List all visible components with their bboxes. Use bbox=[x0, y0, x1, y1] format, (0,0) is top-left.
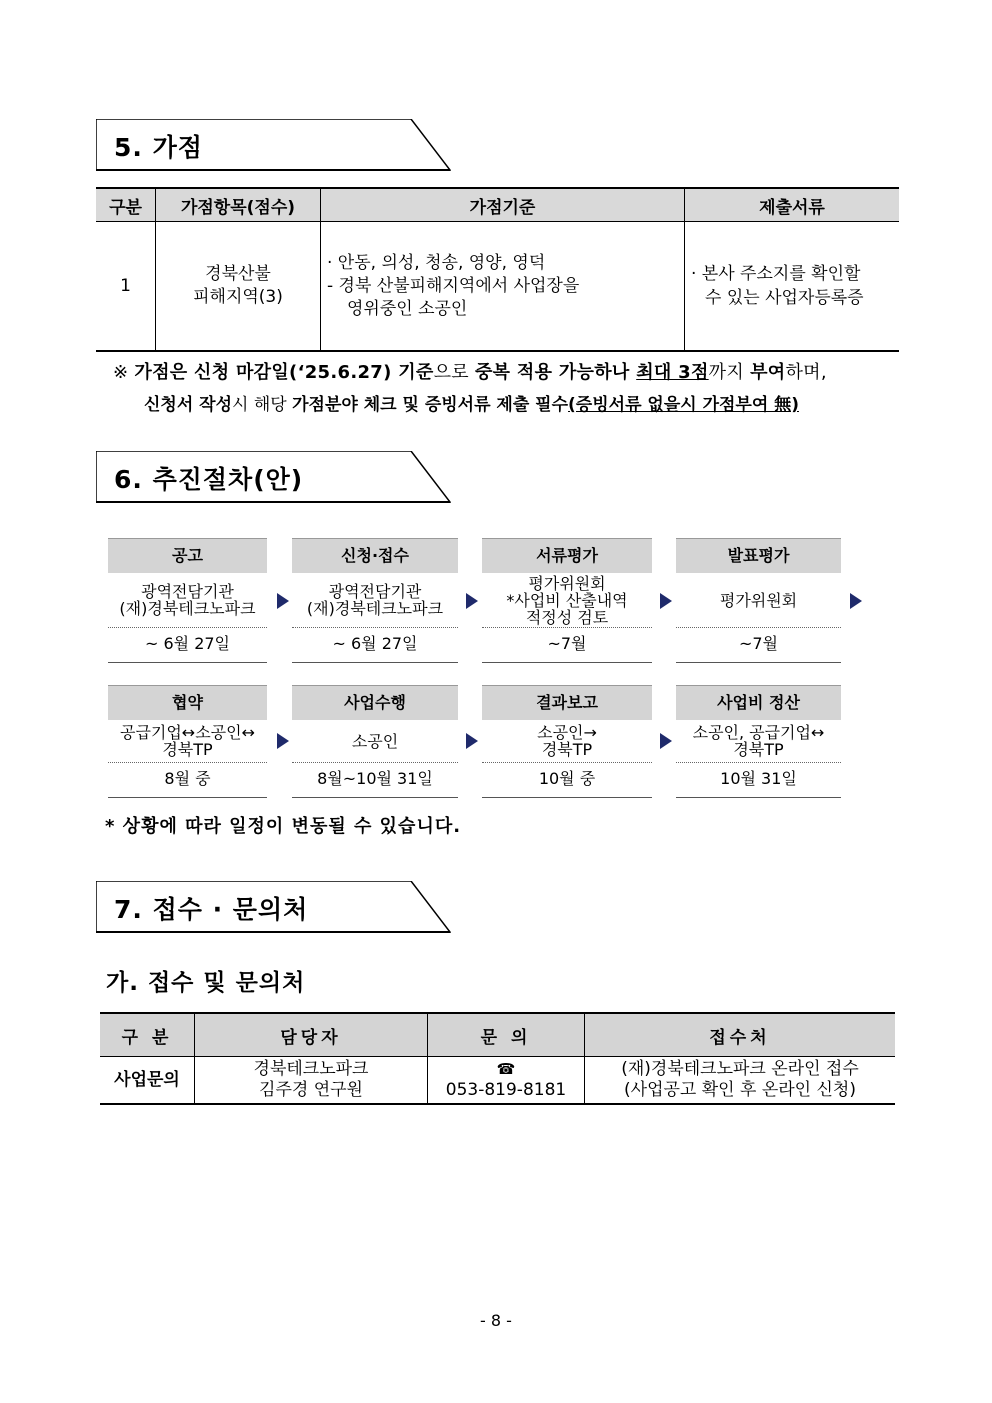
note-text: 으로 bbox=[433, 362, 475, 383]
note-text: 까지 bbox=[708, 362, 751, 383]
table-row bbox=[96, 222, 899, 352]
cell-item bbox=[156, 222, 321, 352]
phone-icon: ☎ bbox=[496, 1060, 516, 1078]
cell-contact bbox=[195, 1057, 428, 1105]
schedule-note: * 상황에 따라 일정이 변동될 수 있습니다. bbox=[105, 816, 462, 837]
step-body bbox=[108, 573, 267, 628]
step-body bbox=[676, 720, 841, 763]
contact-text: 경북테크노파크 bbox=[253, 1059, 369, 1079]
step-text: 평가위원회 bbox=[528, 573, 606, 593]
col-header: 구분 bbox=[96, 188, 156, 222]
criteria-text: · 안동, 의성, 청송, 영양, 영덕 bbox=[327, 252, 546, 273]
step-date: ~7월 bbox=[676, 628, 841, 663]
note-mark: ※ bbox=[113, 362, 135, 383]
process-step bbox=[676, 538, 841, 663]
col-header: 접수처 bbox=[585, 1013, 896, 1057]
step-text: 경북TP bbox=[733, 740, 784, 759]
step-body bbox=[482, 573, 652, 628]
step-title: 결과보고 bbox=[482, 685, 652, 720]
section-5-heading bbox=[96, 119, 451, 169]
item-text: 경북산불 bbox=[205, 264, 271, 284]
note-text: 신청서 작성 bbox=[144, 395, 233, 415]
step-body bbox=[676, 573, 841, 628]
step-body bbox=[292, 720, 458, 763]
note-text: 가점분야 체크 및 증빙서류 제출 필수 bbox=[292, 395, 569, 415]
note-text: 하며, bbox=[785, 362, 827, 383]
step-title: 협약 bbox=[108, 685, 267, 720]
col-header: 제출서류 bbox=[685, 188, 900, 222]
step-title: 사업비 정산 bbox=[676, 685, 841, 720]
contact-text: 김주경 연구원 bbox=[259, 1080, 363, 1100]
col-header: 문 의 bbox=[428, 1013, 585, 1057]
step-text: 경북TP bbox=[541, 740, 593, 759]
step-date: ~ 6월 27일 bbox=[108, 628, 267, 663]
col-header: 가점항목(점수) bbox=[156, 188, 321, 222]
step-title: 발표평가 bbox=[676, 538, 841, 573]
step-date: 10월 31일 bbox=[676, 763, 841, 798]
arrow-right-icon bbox=[850, 593, 862, 609]
cell-reception bbox=[585, 1057, 896, 1105]
arrow-right-icon bbox=[466, 733, 478, 749]
step-date: 8월 중 bbox=[108, 763, 267, 798]
step-date: ~ 6월 27일 bbox=[292, 628, 458, 663]
step-date: ~7월 bbox=[482, 628, 652, 663]
cell-category: 사업문의 bbox=[100, 1057, 195, 1105]
table-row bbox=[100, 1057, 895, 1105]
reception-text: (사업공고 확인 후 온라인 신청) bbox=[624, 1080, 856, 1100]
step-body bbox=[482, 720, 652, 763]
note-text: 부여 bbox=[750, 362, 786, 383]
step-title: 서류평가 bbox=[482, 538, 652, 573]
step-body bbox=[108, 720, 267, 763]
step-text: 적정성 검토 bbox=[525, 607, 609, 627]
step-date: 10월 중 bbox=[482, 763, 652, 798]
step-body bbox=[292, 573, 458, 628]
arrow-right-icon bbox=[277, 733, 289, 749]
page-number: - 8 - bbox=[480, 1311, 512, 1330]
section-title: 5. 가점 bbox=[114, 133, 203, 162]
section-6-heading bbox=[96, 451, 451, 501]
bonus-points-table bbox=[96, 187, 899, 352]
note-text: 중복 적용 가능하나 bbox=[474, 362, 637, 383]
step-text: 소공인→ bbox=[537, 723, 597, 742]
reception-text: (재)경북테크노파크 온라인 접수 bbox=[621, 1059, 859, 1079]
process-step bbox=[292, 538, 458, 663]
arrow-right-icon bbox=[277, 593, 289, 609]
note-text: 시 해당 bbox=[232, 395, 293, 415]
step-text: 소공인 bbox=[351, 731, 399, 751]
section-title: 7. 접수 · 문의처 bbox=[114, 895, 309, 924]
arrow-right-icon bbox=[660, 733, 672, 749]
process-step bbox=[108, 685, 267, 798]
note-text: 가점은 신청 마감일(‘25.6.27) 기준 bbox=[134, 362, 434, 383]
process-step bbox=[482, 685, 652, 798]
step-title: 공고 bbox=[108, 538, 267, 573]
process-step bbox=[108, 538, 267, 663]
step-text: 경북TP bbox=[162, 740, 213, 759]
cell-docs bbox=[685, 222, 900, 352]
contact-table bbox=[100, 1012, 895, 1105]
col-header: 담당자 bbox=[195, 1013, 428, 1057]
process-step bbox=[676, 685, 841, 798]
cell-phone bbox=[428, 1057, 585, 1105]
bonus-note bbox=[113, 357, 903, 421]
step-date: 8월~10월 31일 bbox=[292, 763, 458, 798]
docs-text: 수 있는 사업자등록증 bbox=[705, 288, 864, 308]
step-text: (재)경북테크노파크 bbox=[119, 599, 256, 618]
section-7-heading bbox=[96, 881, 451, 931]
step-text: 광역전담기관 bbox=[141, 582, 234, 601]
criteria-text: 영위중인 소공인 bbox=[347, 298, 468, 319]
process-step bbox=[292, 685, 458, 798]
item-text: 피해지역(3) bbox=[193, 287, 283, 307]
col-header: 가점기준 bbox=[321, 188, 685, 222]
cell-criteria bbox=[321, 222, 685, 352]
step-text: 소공인, 공급기업↔ bbox=[692, 723, 825, 742]
step-text: 공급기업↔소공인↔ bbox=[119, 723, 255, 742]
step-text: 광역전담기관 bbox=[328, 582, 422, 601]
docs-text: · 본사 주소지를 확인할 bbox=[691, 264, 861, 284]
cell-no: 1 bbox=[96, 222, 156, 352]
process-step bbox=[482, 538, 652, 663]
arrow-right-icon bbox=[660, 593, 672, 609]
step-title: 사업수행 bbox=[292, 685, 458, 720]
col-header: 구 분 bbox=[100, 1013, 195, 1057]
criteria-text: - 경북 산불피해지역에서 사업장을 bbox=[327, 275, 580, 296]
phone-number: 053-819-8181 bbox=[445, 1080, 567, 1100]
step-title: 신청·접수 bbox=[292, 538, 458, 573]
note-text: (증빙서류 없을시 가점부여 無) bbox=[568, 395, 799, 415]
note-text: 최대 3점 bbox=[636, 362, 709, 383]
step-text: (재)경북테크노파크 bbox=[306, 599, 444, 618]
step-text: 평가위원회 bbox=[719, 590, 798, 610]
arrow-right-icon bbox=[466, 593, 478, 609]
subsection-title: 가. 접수 및 문의처 bbox=[106, 970, 306, 996]
step-text: *사업비 산출내역 bbox=[506, 590, 628, 610]
section-title: 6. 추진절차(안) bbox=[114, 465, 304, 494]
